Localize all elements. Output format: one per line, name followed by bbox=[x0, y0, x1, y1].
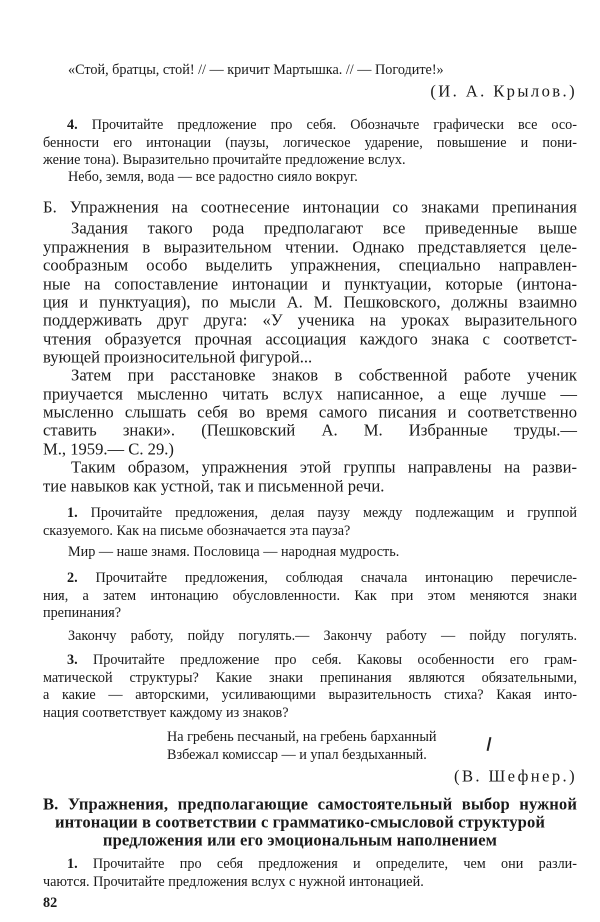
section-b-body-line: мысленно слышать себя во время самого писания и соответственно bbox=[43, 402, 577, 422]
section-b-body-line: приучается мысленно читать вслух написанное, а еще лучше — bbox=[43, 384, 577, 404]
exercise-number: 3. bbox=[67, 651, 78, 668]
section-b-body-line: Задания такого рода предполагают все приведенные выше bbox=[71, 218, 577, 238]
b-exercise-3-line-3: а какие — авторскими, усиливающими выразительность стиха? Какая инто- bbox=[43, 686, 577, 703]
b-exercise-3-line-2: матической структуры? Какие знаки препинания являются обязательными, bbox=[43, 669, 577, 686]
section-v-heading-line: интонации в соответствии с грамматико-смысловой структурой bbox=[54, 812, 545, 832]
v-exercise-1-line-1: 1. Прочитайте про себя предложения и определите, чем они разли- bbox=[67, 855, 577, 872]
b-exercise-2-line-1: 2. Прочитайте предложения, соблюдая сначала интонацию перечисле- bbox=[67, 569, 577, 586]
exercise-number: 1. bbox=[67, 855, 78, 872]
section-b-body-line: упражнения в выразительном чтении. Однако представляется целе- bbox=[43, 237, 577, 257]
exercise-number: 2. bbox=[67, 569, 78, 586]
poem-line: На гребень песчаный, на гребень барханный bbox=[167, 728, 437, 745]
pencil-mark bbox=[487, 737, 492, 751]
b-exercise-2-line-2: ния, а затем интонацию обусловленности. Как при этом меняются знаки bbox=[43, 587, 577, 604]
poem-line: Взбежал комиссар — и упал бездыханный. bbox=[167, 746, 427, 763]
b-exercise-1-line-2: сказуемого. Как на письме обозначается эта пауза? bbox=[43, 522, 351, 539]
section-b-heading: Б. Упражнения на соотнесение интонации со знаками препинания bbox=[43, 197, 577, 217]
b-exercise-2-example: Закончу работу, пойду погулять.— Закончу работу — пойду погулять. bbox=[68, 627, 577, 644]
section-v-heading-line: предложения или его эмоциональным наполнением bbox=[102, 830, 498, 850]
section-b-body-line: ные на сопоставление интонации и пунктуации, которые (интона- bbox=[43, 274, 577, 294]
section-b-body-line: М., 1959.— С. 29.) bbox=[43, 439, 174, 459]
exercise-4-line-2: бенности его интонации (паузы, логическое ударение, повышение и пони- bbox=[43, 134, 577, 151]
section-b-body-line: сообразным особо выделить упражнения, специально направлен- bbox=[43, 255, 577, 275]
b-exercise-3-line-4: нация соответствует каждому из знаков? bbox=[43, 704, 289, 721]
b-exercise-1-line-1: 1. Прочитайте предложения, делая паузу между подлежащим и группой bbox=[67, 504, 577, 521]
b-exercise-3-line-1: 3. Прочитайте предложение про себя. Каковы особенности его грам- bbox=[67, 651, 577, 668]
poem-attribution: (В. Шефнер.) bbox=[454, 766, 577, 786]
section-b-body-line: Затем при расстановке знаков в собственной работе ученик bbox=[71, 365, 577, 385]
section-b-body-line: тие навыков как устной, так и письменной речи. bbox=[43, 476, 385, 496]
section-b-body-line: Таким образом, упражнения этой группы направлены на разви- bbox=[71, 457, 577, 477]
page-number: 82 bbox=[43, 894, 58, 911]
b-exercise-2-line-3: препинания? bbox=[43, 604, 122, 621]
exercise-4-example: Небо, земля, вода — все радостно сияло вокруг. bbox=[68, 168, 358, 185]
exercise-number: 4. bbox=[67, 116, 78, 133]
v-exercise-1-line-2: чаются. Прочитайте предложения вслух с нужной интонацией. bbox=[43, 873, 424, 890]
section-b-body-line: чтения образуется прочная ассоциация каждого знака с соответст- bbox=[43, 329, 577, 349]
exercise-4-line-3: жение тона). Выразительно прочитайте предложение вслух. bbox=[43, 151, 406, 168]
section-b-body-line: поддерживать друг друга: «У ученика на уроках выразительного bbox=[43, 310, 577, 330]
exercise-number: 1. bbox=[67, 504, 78, 521]
b-exercise-1-example: Мир — наше знамя. Пословица — народная мудрость. bbox=[68, 543, 400, 560]
section-b-body-line: вующей произносительной фигурой... bbox=[43, 347, 313, 367]
section-v-heading-line: В. Упражнения, предполагающие самостоятельный выбор нужной bbox=[43, 794, 577, 814]
quote-attribution: (И. А. Крылов.) bbox=[430, 81, 577, 101]
quote-text: «Стой, братцы, стой! // — кричит Мартышка. // — Погодите!» bbox=[68, 61, 444, 78]
section-b-body-line: ставить знаки». (Пешковский А. М. Избранные труды.— bbox=[43, 420, 577, 440]
exercise-4-line-1: 4. Прочитайте предложение про себя. Обозначьте графически все осо- bbox=[67, 116, 577, 133]
section-b-body-line: ция и пунктуация), по мысли А. М. Пешковского, должны взаимно bbox=[43, 292, 577, 312]
